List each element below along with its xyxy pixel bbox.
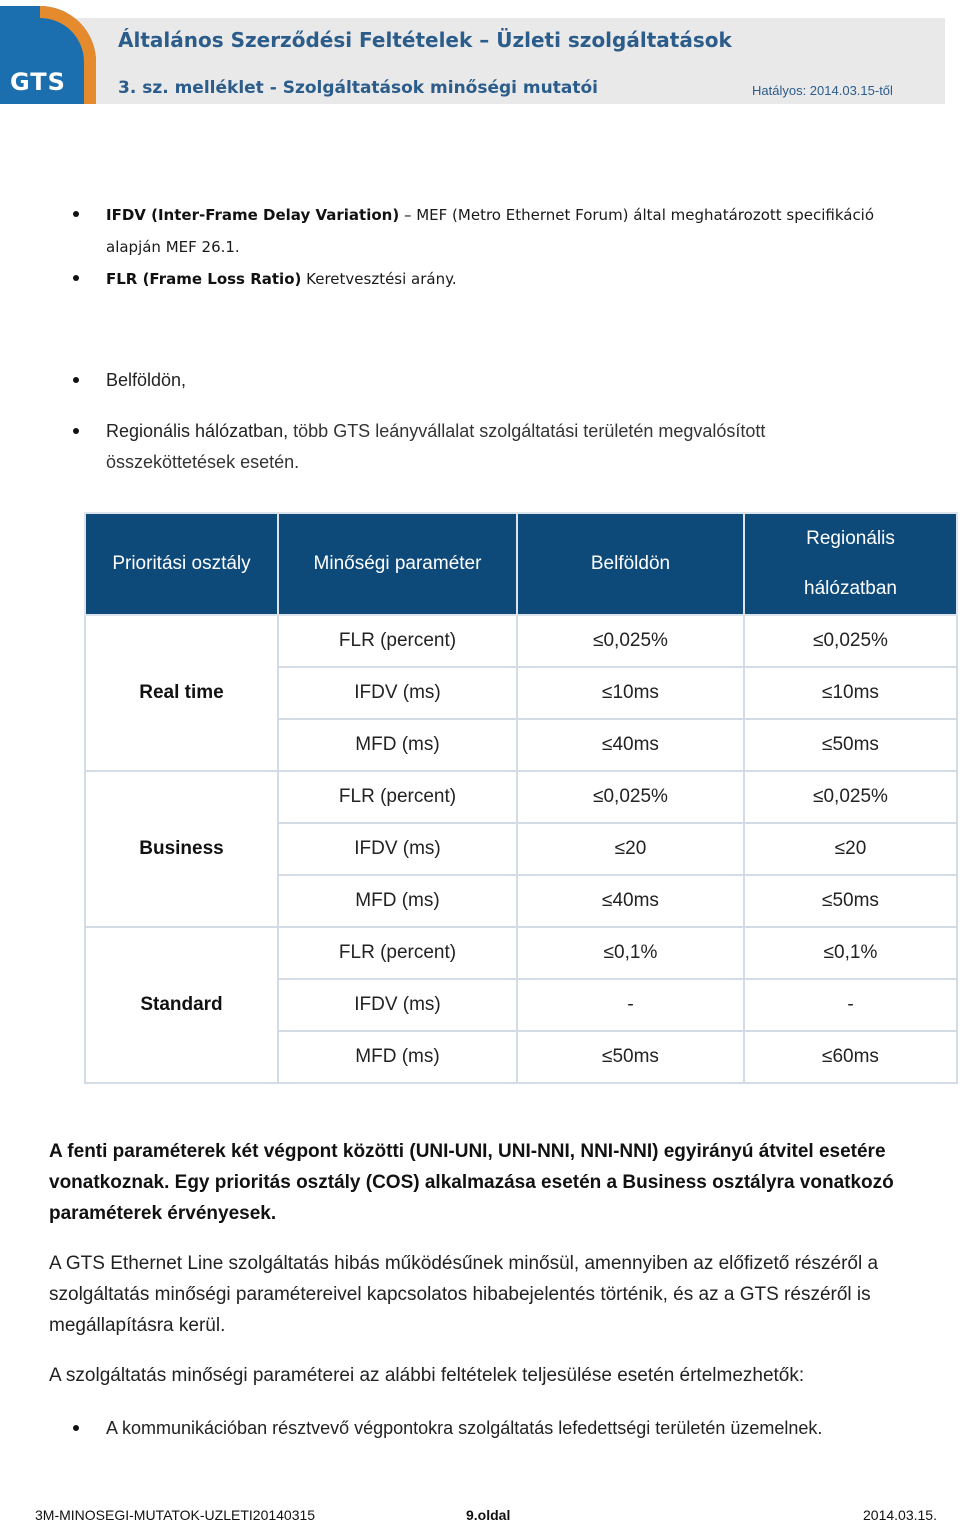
condition-text: A kommunikációban résztvevő végpontokra szolgáltatás lefedettségi területén üzemelnek. [106, 1418, 823, 1438]
fault-definition-paragraph [49, 1248, 929, 1341]
definition-term: IFDV (Inter-Frame Delay Variation) [106, 206, 400, 224]
domestic-value-cell: - [517, 979, 744, 1031]
bullet-icon [73, 211, 79, 217]
parameter-cell: MFD (ms) [278, 875, 517, 927]
parameter-cell: IFDV (ms) [278, 667, 517, 719]
footer-date: 2014.03.15. [863, 1507, 937, 1523]
table-row [85, 927, 957, 979]
annex-subtitle: 3. sz. melléklet - Szolgáltatások minőségi mutatói [118, 78, 598, 98]
scope-term: Belföldön, [106, 370, 187, 390]
conditions-intro: A szolgáltatás minőségi paraméterei az alábbi feltételek teljesülése esetén értelmezhetők: [49, 1365, 805, 1386]
bullet-icon [73, 428, 79, 434]
domestic-value-cell: ≤0,025% [517, 615, 744, 667]
header-domestic: Belföldön [517, 513, 744, 615]
footer-page-number: 9.oldal [466, 1507, 511, 1523]
parameter-cell: FLR (percent) [278, 771, 517, 823]
regional-value-cell: ≤0,1% [744, 927, 957, 979]
regional-value-cell: ≤60ms [744, 1031, 957, 1083]
scope-domestic [106, 365, 186, 396]
definition-text: Keretvesztési arány. [306, 270, 457, 288]
document-title: Általános Szerződési Feltételek – Üzleti szolgáltatások [118, 28, 732, 52]
parameter-cell: MFD (ms) [278, 719, 517, 771]
note-line: vonatkoznak. Egy prioritás osztály (COS) alkalmazása esetén a Business osztályra vonatkozó [49, 1172, 894, 1193]
note-line: paraméterek érvényesek. [49, 1203, 277, 1224]
definition-text-cont: alapján MEF 26.1. [106, 238, 240, 256]
domestic-value-cell: ≤50ms [517, 1031, 744, 1083]
header-regional [744, 513, 957, 615]
logo-text: GTS [10, 68, 66, 96]
parameter-cell: IFDV (ms) [278, 823, 517, 875]
table-row [85, 615, 957, 667]
condition-bullet [106, 1413, 822, 1444]
bullet-icon [73, 275, 79, 281]
regional-value-cell: ≤20 [744, 823, 957, 875]
definition-flr [106, 263, 457, 295]
scope-text: több GTS leányvállalat szolgáltatási területén megvalósított [293, 421, 766, 441]
domestic-value-cell: ≤0,1% [517, 927, 744, 979]
regional-value-cell: - [744, 979, 957, 1031]
paragraph-line: megállapításra kerül. [49, 1315, 226, 1336]
gts-logo [0, 6, 96, 104]
header-quality-parameter: Minőségi paraméter [278, 513, 517, 615]
domestic-value-cell: ≤40ms [517, 719, 744, 771]
class-cell: Standard [85, 927, 278, 1083]
domestic-value-cell: ≤0,025% [517, 771, 744, 823]
class-cell: Real time [85, 615, 278, 771]
scope-regional [106, 416, 765, 478]
regional-value-cell: ≤0,025% [744, 615, 957, 667]
parameter-cell: FLR (percent) [278, 927, 517, 979]
qos-table [84, 512, 958, 1084]
header-priority-class: Prioritási osztály [85, 513, 278, 615]
footer-doc-id: 3M-MINOSEGI-MUTATOK-UZLETI20140315 [35, 1507, 316, 1523]
definition-ifdv [106, 199, 874, 263]
domestic-value-cell: ≤10ms [517, 667, 744, 719]
table-row [85, 771, 957, 823]
effective-date: Hatályos: 2014.03.15-től [752, 83, 893, 98]
bullet-icon [73, 1425, 79, 1431]
scope-term: Regionális hálózatban, [106, 421, 289, 441]
table-header-row [85, 513, 957, 615]
definition-term: FLR (Frame Loss Ratio) [106, 270, 302, 288]
regional-value-cell: ≤0,025% [744, 771, 957, 823]
parameter-cell: FLR (percent) [278, 615, 517, 667]
parameter-cell: IFDV (ms) [278, 979, 517, 1031]
regional-value-cell: ≤10ms [744, 667, 957, 719]
domestic-value-cell: ≤20 [517, 823, 744, 875]
note-line: A fenti paraméterek két végpont közötti (UNI-UNI, UNI-NNI, NNI-NNI) egyirányú átvitel esetére [49, 1141, 886, 1162]
bullet-icon [73, 377, 79, 383]
scope-text-cont: összeköttetések esetén. [106, 452, 300, 472]
definition-text: – MEF (Metro Ethernet Forum) által meghatározott specifikáció [403, 206, 875, 224]
header-regional-line2: hálózatban [804, 578, 897, 599]
class-cell: Business [85, 771, 278, 927]
regional-value-cell: ≤50ms [744, 875, 957, 927]
applicability-note [49, 1136, 929, 1229]
parameter-cell: MFD (ms) [278, 1031, 517, 1083]
paragraph-line: szolgáltatás minőségi paramétereivel kapcsolatos hibabejelentés történik, és az a GTS részéről is [49, 1284, 871, 1305]
header-regional-line1: Regionális [806, 528, 895, 549]
paragraph-line: A GTS Ethernet Line szolgáltatás hibás működésűnek minősül, amennyiben az előfizető részéről a [49, 1253, 879, 1274]
domestic-value-cell: ≤40ms [517, 875, 744, 927]
regional-value-cell: ≤50ms [744, 719, 957, 771]
